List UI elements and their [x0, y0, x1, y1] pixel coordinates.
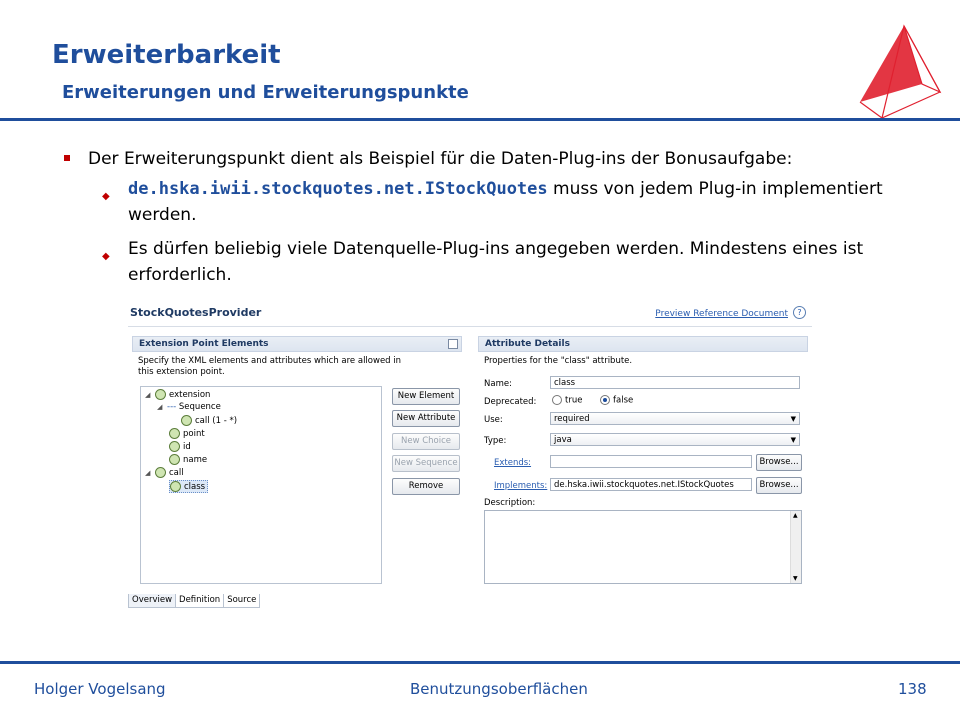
- code-interface-name: de.hska.iwii.stockquotes.net.IStockQuotes: [128, 179, 548, 199]
- university-logo-icon: [852, 22, 944, 122]
- description-scrollbar[interactable]: [790, 511, 801, 583]
- bullet-text: muss von jedem Plug-in implementiert werden.: [128, 179, 883, 225]
- tree-node-name[interactable]: name: [169, 454, 207, 465]
- new-element-button[interactable]: New Element: [392, 388, 460, 405]
- implements-browse-button[interactable]: Browse...: [756, 477, 802, 494]
- new-sequence-button[interactable]: New Sequence: [392, 455, 460, 472]
- editor-title: StockQuotesProvider: [130, 306, 262, 319]
- slide-title: Erweiterbarkeit: [52, 40, 281, 70]
- extension-point-elements-section: [132, 336, 462, 588]
- bullet-text: Es dürfen beliebig viele Datenquelle-Plug-ins angegeben werden. Mindestens eines ist erforderlich.: [128, 239, 864, 285]
- element-icon: [155, 467, 166, 478]
- tree-node-call-ref[interactable]: call (1 - *): [181, 415, 237, 426]
- extension-point-editor: [128, 300, 812, 610]
- description-textarea[interactable]: [484, 510, 802, 584]
- extends-browse-button[interactable]: Browse...: [756, 454, 802, 471]
- new-attribute-button[interactable]: New Attribute: [392, 410, 460, 427]
- name-label: Name:: [484, 379, 512, 389]
- footer-page-number: 138: [898, 680, 927, 698]
- tree-node-point[interactable]: point: [169, 428, 205, 439]
- implements-input[interactable]: de.hska.iwii.stockquotes.net.IStockQuotes: [550, 478, 752, 491]
- new-choice-button[interactable]: New Choice: [392, 433, 460, 450]
- section-description: Specify the XML elements and attributes which are allowed in this extension point.: [138, 356, 402, 377]
- diamond-bullet-icon: ◆: [102, 251, 110, 262]
- scroll-down-icon[interactable]: ▼: [793, 575, 798, 582]
- header-divider: [0, 118, 960, 121]
- attribute-icon: [169, 441, 180, 452]
- collapse-icon[interactable]: [448, 339, 458, 349]
- description-label: Description:: [484, 498, 536, 508]
- deprecated-label: Deprecated:: [484, 397, 537, 407]
- bullet-text: Der Erweiterungspunkt dient als Beispiel für die Daten-Plug-ins der Bonusaufgabe:: [88, 149, 793, 169]
- bullet-list: [60, 146, 930, 296]
- extends-input[interactable]: [550, 455, 752, 468]
- tree-node-id[interactable]: id: [169, 441, 191, 452]
- preview-reference-link[interactable]: Preview Reference Document: [655, 309, 788, 319]
- tree-node-extension[interactable]: ◢ extension: [145, 390, 211, 400]
- remove-button[interactable]: Remove: [392, 478, 460, 495]
- square-bullet-icon: [64, 155, 70, 161]
- tree-node-class-selected[interactable]: class: [169, 480, 208, 493]
- editor-tabs: [128, 594, 259, 608]
- section-header: Attribute Details: [478, 336, 808, 352]
- sub-bullet-item: [60, 236, 930, 288]
- scroll-up-icon[interactable]: ▲: [793, 512, 798, 519]
- tab-definition[interactable]: Definition: [175, 594, 224, 608]
- tree-node-sequence[interactable]: ◢ --- Sequence: [157, 402, 221, 412]
- slide-subtitle: Erweiterungen und Erweiterungspunkte: [62, 82, 469, 103]
- attribute-icon: [169, 454, 180, 465]
- footer-divider: [0, 661, 960, 664]
- type-label: Type:: [484, 436, 507, 446]
- use-select[interactable]: required ▼: [550, 412, 800, 425]
- tab-overview[interactable]: Overview: [128, 594, 176, 608]
- element-tree[interactable]: [140, 386, 382, 584]
- deprecated-true-radio[interactable]: true: [552, 395, 582, 406]
- extends-link[interactable]: Extends:: [494, 458, 532, 468]
- tree-node-call[interactable]: ◢ call: [145, 468, 184, 478]
- section-description: Properties for the "class" attribute.: [484, 356, 633, 366]
- section-header: Extension Point Elements: [132, 336, 462, 352]
- attribute-icon: [169, 428, 180, 439]
- diamond-bullet-icon: ◆: [102, 191, 110, 202]
- footer-author: Holger Vogelsang: [34, 680, 166, 698]
- editor-header: [128, 300, 812, 327]
- type-select[interactable]: java ▼: [550, 433, 800, 446]
- radio-selected-icon: [600, 395, 610, 405]
- element-icon: [181, 415, 192, 426]
- help-icon[interactable]: ?: [793, 306, 806, 319]
- implements-link[interactable]: Implements:: [494, 481, 548, 491]
- footer-course: Benutzungsoberflächen: [410, 680, 588, 698]
- name-input[interactable]: class: [550, 376, 800, 389]
- dropdown-arrow-icon: ▼: [790, 436, 796, 444]
- dropdown-arrow-icon: ▼: [790, 415, 796, 423]
- use-label: Use:: [484, 415, 503, 425]
- attribute-icon: [170, 481, 181, 492]
- sub-bullet-item: [60, 176, 930, 228]
- attribute-details-section: [478, 336, 808, 588]
- deprecated-false-radio[interactable]: false: [600, 395, 633, 406]
- bullet-item: [60, 146, 930, 172]
- element-icon: [155, 389, 166, 400]
- radio-icon: [552, 395, 562, 405]
- tab-source[interactable]: Source: [223, 594, 260, 608]
